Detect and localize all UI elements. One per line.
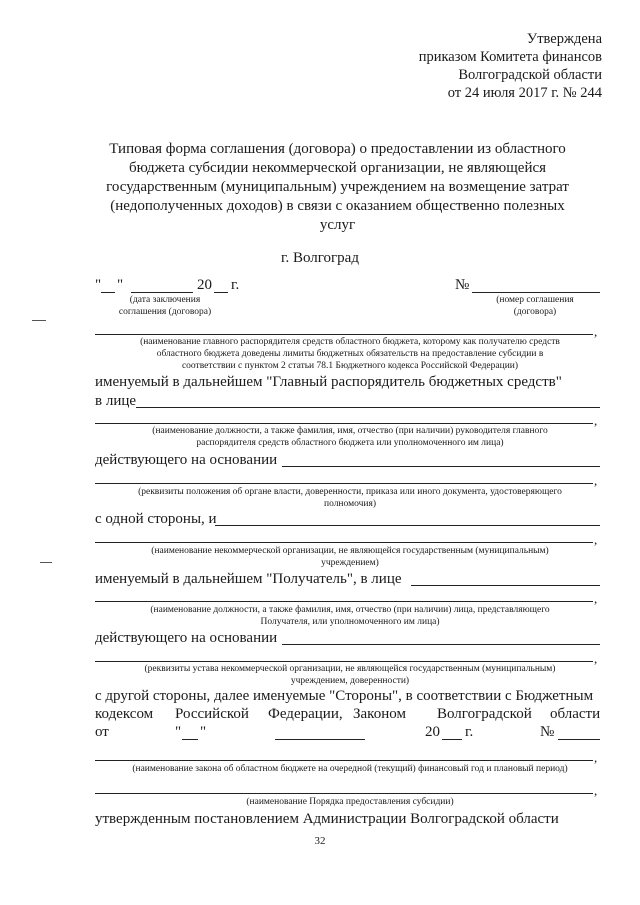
word-code: кодексом (95, 706, 154, 722)
word-federation: Федерации, (268, 706, 343, 722)
approval-line: Волгоградской области (458, 67, 602, 83)
date-year-field[interactable] (214, 292, 228, 293)
date-year-suffix: г. (231, 277, 240, 293)
official-caption: (наименование должности, а также фамилия, имя, отчество (при наличии) руководителя главного распорядителя средств областного бюджета или уполномоченного им лица) (152, 426, 548, 448)
approval-block (419, 30, 602, 102)
law-name-field[interactable] (95, 760, 593, 761)
distributor-official-field[interactable] (136, 407, 600, 408)
date-day-field[interactable] (101, 292, 115, 293)
recipient-basis-field-2[interactable] (95, 661, 593, 662)
title-line: государственным (муниципальным) учреждением на возмещение затрат (106, 179, 569, 195)
organization-field-2[interactable] (95, 542, 593, 543)
law-day-field[interactable] (182, 739, 198, 740)
named-recipient-text: именуемый в дальнейшем "Получатель", в лице (95, 571, 402, 587)
approval-line: Утверждена (526, 31, 602, 47)
word-law: Законом (353, 706, 406, 722)
law-caption: (наименование закона об областном бюджете на очередной (текущий) финансовый год и плановый период) (132, 764, 568, 774)
charter-caption: (реквизиты устава некоммерческой организации, не являющейся государственным (муниципальным) учреждением, доверенности) (144, 664, 556, 686)
agreement-number-field[interactable] (472, 292, 600, 293)
distributor-official-field-2[interactable] (95, 423, 593, 424)
date-year-prefix: 20 (197, 277, 212, 293)
number-caption: (номер соглашения (договора) (496, 295, 574, 317)
law-year-suffix: г. (465, 724, 474, 740)
organization-field[interactable] (215, 525, 600, 526)
title-line: Типовая форма соглашения (договора) о предоставлении из областного (109, 141, 566, 157)
title-line: (недополученных доходов) в связи с оказанием общественно полезных (110, 198, 565, 214)
acting-basis-label-2: действующего на основании (95, 630, 278, 646)
law-quote-open: " (175, 724, 182, 740)
document-title (95, 140, 580, 235)
procedure-name-field[interactable] (95, 793, 593, 794)
scan-mark (40, 562, 52, 563)
comma: , (594, 473, 598, 488)
law-month-field[interactable] (275, 739, 365, 740)
in-person-label: в лице (95, 393, 137, 409)
date-quote-open: " (95, 277, 102, 293)
city: г. Волгоград (281, 250, 359, 266)
word-region: области (550, 706, 601, 722)
law-number-sign: № (540, 724, 555, 740)
comma: , (594, 783, 598, 798)
recipient-official-field[interactable] (411, 585, 600, 586)
organization-caption: (наименование некоммерческой организации, не являющейся государственным (муниципальным) учреждением) (151, 546, 549, 568)
recipient-official-field-2[interactable] (95, 601, 593, 602)
date-month-field[interactable] (131, 292, 193, 293)
law-number-field[interactable] (558, 739, 600, 740)
other-side-text: с другой стороны, далее именуемые "Стороны", в соответствии с Бюджетным (95, 688, 594, 704)
page-number: 32 (314, 835, 326, 847)
word-from: от (95, 724, 109, 740)
distributor-name-field[interactable] (95, 334, 593, 335)
approval-line: приказом Комитета финансов (418, 49, 602, 65)
distributor-basis-field[interactable] (282, 466, 600, 467)
title-line: услуг (319, 217, 356, 233)
scan-mark (32, 320, 46, 321)
date-caption: (дата заключения соглашения (договора) (118, 295, 212, 317)
comma: , (594, 324, 598, 339)
acting-basis-label: действующего на основании (95, 452, 278, 468)
comma: , (594, 413, 598, 428)
comma: , (594, 532, 598, 547)
approval-line: от 24 июля 2017 г. № 244 (447, 85, 602, 101)
recipient-official-caption: (наименование должности, а также фамилия, имя, отчество (при наличии) лица, представляющего Получателя, или уполномоченного им лица) (150, 605, 550, 627)
recipient-basis-field[interactable] (282, 644, 600, 645)
word-russian: Российской (175, 706, 249, 722)
comma: , (594, 750, 598, 765)
distributor-basis-field-2[interactable] (95, 483, 593, 484)
comma: , (594, 651, 598, 666)
law-quote-close: " (200, 724, 207, 740)
title-line: бюджета субсидии некоммерческой организации, не являющейся (128, 160, 547, 176)
agreement-number-sign: № (455, 277, 470, 293)
date-quote-close: " (117, 277, 124, 293)
law-year-prefix: 20 (425, 724, 440, 740)
procedure-caption: (наименование Порядка предоставления субсидии) (246, 797, 454, 807)
law-year-field[interactable] (442, 739, 462, 740)
comma: , (594, 591, 598, 606)
named-distributor-text: именуемый в дальнейшем "Главный распорядитель бюджетных средств" (95, 374, 562, 390)
word-volgograd: Волгоградской (437, 706, 532, 722)
distributor-caption: (наименование главного распорядителя средств областного бюджета, которому как получателю средств областного бюджета доведены лимиты бюджетных обязательств на предоставление субсидии в соответствии с пунктом 2 статьи 78.1 Бюджетного кодекса Российской Федерации) (140, 337, 560, 371)
approved-by-text: утвержденным постановлением Администрации Волгоградской области (95, 811, 559, 827)
basis-caption: (реквизиты положения об органе власти, доверенности, приказа или иного документа, удостоверяющего полномочия) (138, 487, 562, 509)
one-side-label: с одной стороны, и (95, 511, 217, 527)
